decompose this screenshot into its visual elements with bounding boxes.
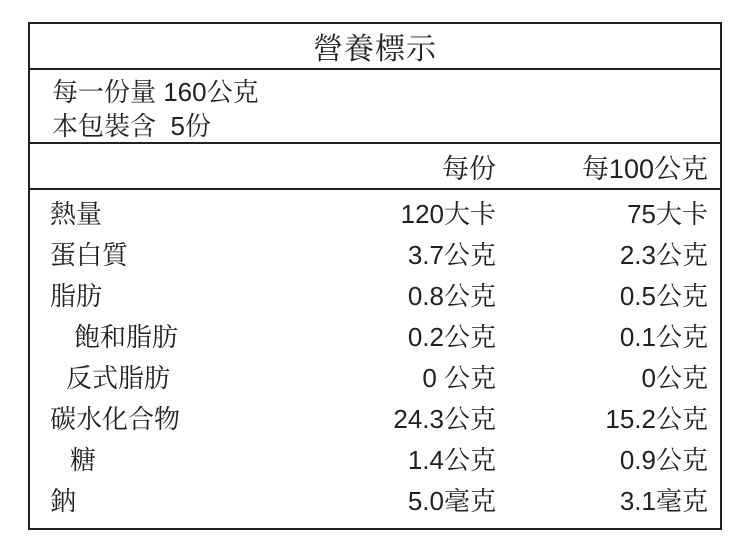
nutrient-name: 熱量 xyxy=(50,199,103,229)
nutrient-name: 飽和脂肪 xyxy=(74,322,179,352)
nutrient-per-serving: 1.4公克 xyxy=(407,445,496,475)
table-row xyxy=(30,276,720,317)
table-row xyxy=(30,235,720,276)
nutrient-per-serving: 3.7公克 xyxy=(407,240,496,270)
nutrition-title-row xyxy=(30,24,720,70)
nutrient-name: 反式脂肪 xyxy=(66,363,171,393)
nutrient-per-100g: 3.1毫克 xyxy=(619,486,708,516)
table-row xyxy=(30,440,720,481)
column-header-per-100g: 每100公克 xyxy=(581,154,708,184)
column-header-per-serving: 每份 xyxy=(442,154,496,184)
nutrient-per-100g: 0.5公克 xyxy=(619,281,708,311)
nutrient-name: 糖 xyxy=(70,445,97,475)
serving-size-line: 每一份量 160公克 xyxy=(52,77,259,107)
nutrient-per-serving: 5.0毫克 xyxy=(407,486,496,516)
nutrient-rows xyxy=(30,190,720,522)
table-row xyxy=(30,358,720,399)
servings-per-container-line: 本包裝含 5份 xyxy=(52,111,211,141)
nutrient-per-100g: 2.3公克 xyxy=(619,240,708,270)
nutrient-per-serving: 0 公克 xyxy=(422,363,496,393)
nutrient-per-serving: 0.8公克 xyxy=(407,281,496,311)
table-row xyxy=(30,481,720,522)
column-header-row xyxy=(30,144,720,190)
nutrient-per-100g: 0.9公克 xyxy=(619,445,708,475)
nutrient-per-serving: 0.2公克 xyxy=(407,322,496,352)
page-title: 營養標示 xyxy=(313,33,437,66)
nutrient-per-100g: 15.2公克 xyxy=(605,404,708,434)
nutrient-per-serving: 24.3公克 xyxy=(393,404,496,434)
serving-info-block xyxy=(30,70,720,144)
nutrient-name: 鈉 xyxy=(50,486,77,516)
nutrient-per-serving: 120大卡 xyxy=(400,199,496,229)
nutrient-name: 碳水化合物 xyxy=(50,404,181,434)
nutrient-per-100g: 0.1公克 xyxy=(619,322,708,352)
nutrient-name: 脂肪 xyxy=(50,281,103,311)
table-row xyxy=(30,317,720,358)
table-row xyxy=(30,399,720,440)
nutrient-per-100g: 0公克 xyxy=(641,363,708,393)
nutrition-facts-panel xyxy=(28,22,722,530)
nutrient-per-100g: 75大卡 xyxy=(627,199,708,229)
nutrient-name: 蛋白質 xyxy=(50,240,129,270)
table-row xyxy=(30,194,720,235)
